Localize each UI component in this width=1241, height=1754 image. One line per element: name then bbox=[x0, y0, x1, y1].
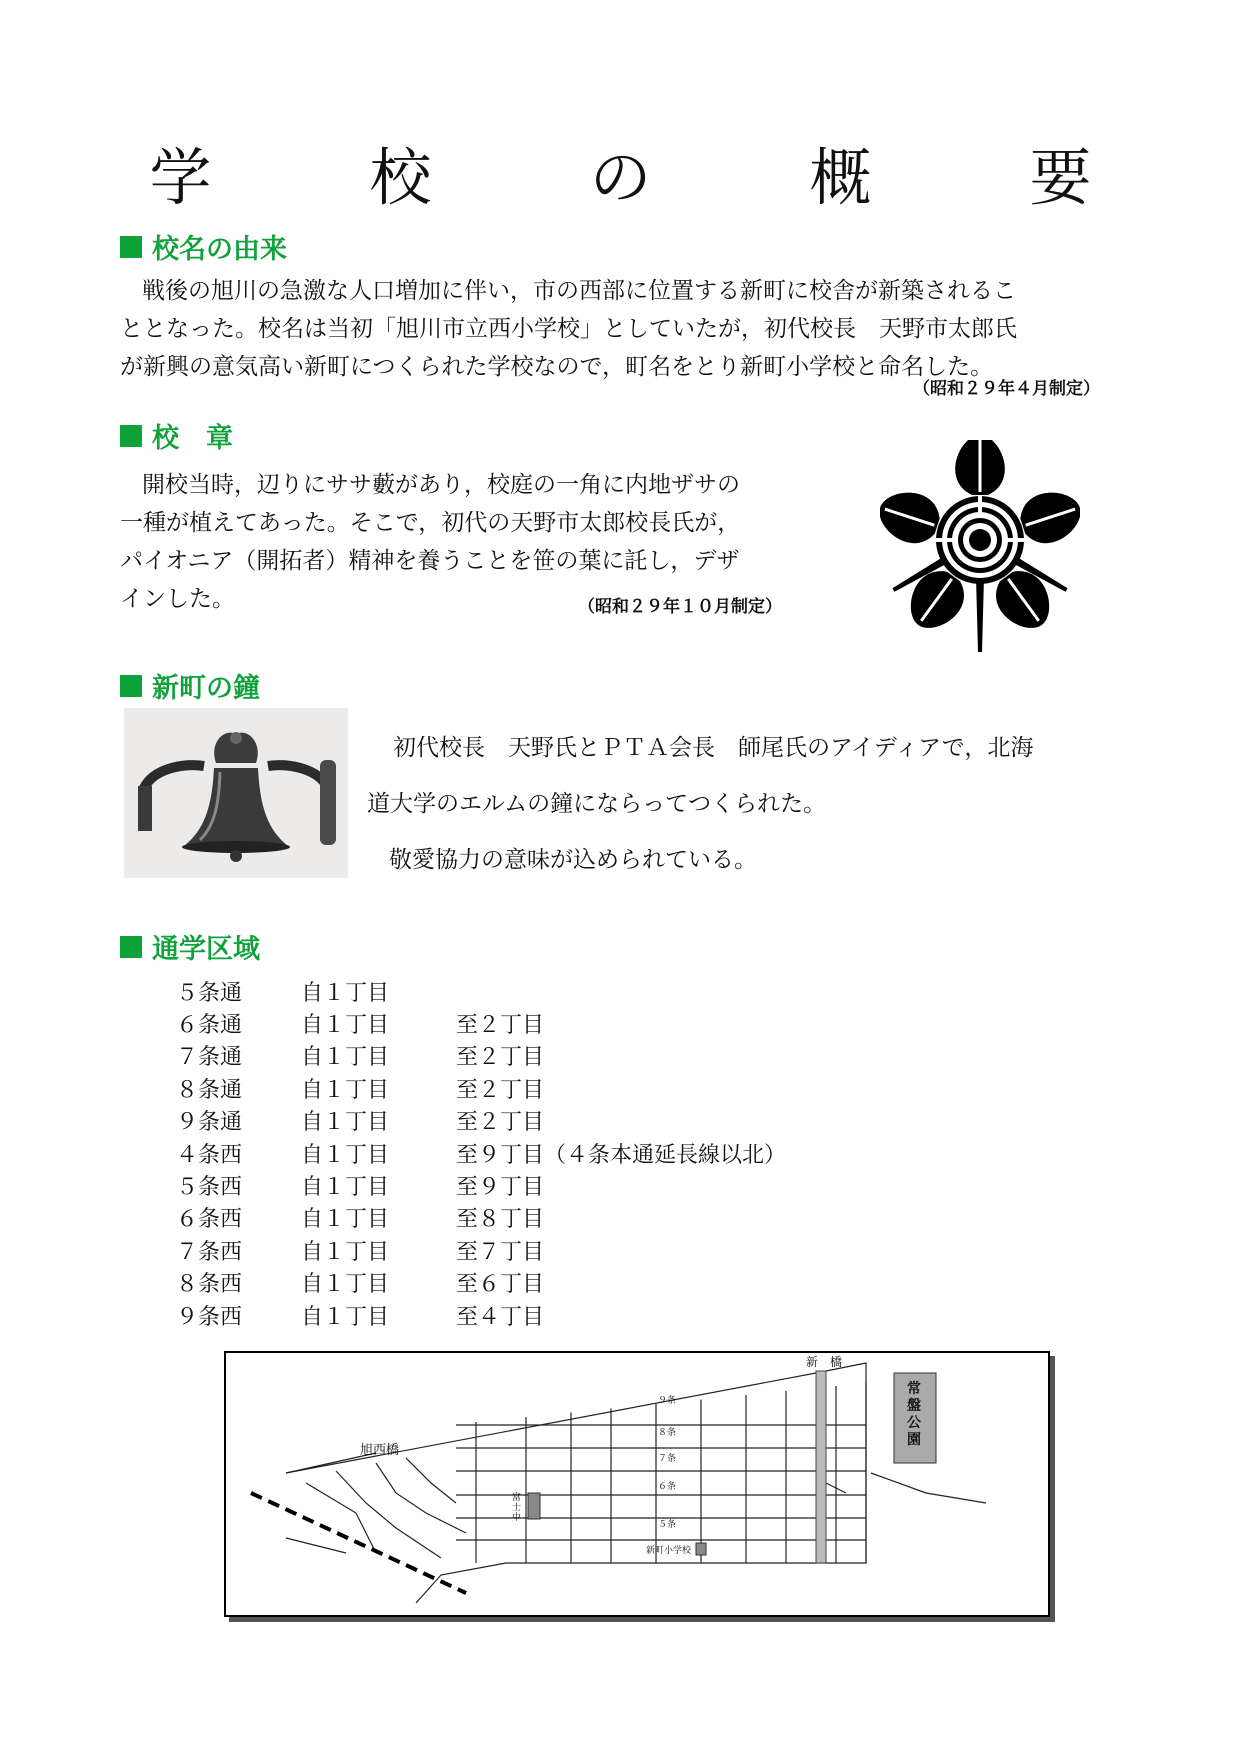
bell-paragraph bbox=[367, 720, 1127, 888]
district-to: 至９丁目（４条本通延長線以北） bbox=[456, 1142, 787, 1168]
paragraph-line: 開校当時，辺りにササ藪があり，校庭の一角に内地ザサの bbox=[142, 472, 740, 498]
paragraph-line: パイオニア（開拓者）精神を養うことを笹の葉に託し，デザ bbox=[120, 548, 740, 574]
district-row bbox=[176, 1137, 786, 1169]
paragraph-line: 初代校長 天野氏とＰＴＡ会長 師尾氏のアイディアで，北海 bbox=[393, 735, 1034, 761]
paragraph-line: 一種が植えてあった。そこで，初代の天野市太郎校長氏が， bbox=[120, 510, 741, 536]
district-row bbox=[176, 975, 786, 1007]
district-street: ９条通 bbox=[176, 1110, 243, 1136]
page-title: 学 校 の 概 要 bbox=[149, 141, 1140, 214]
district-row bbox=[176, 1169, 786, 1201]
district-row bbox=[176, 1105, 786, 1137]
map-street-mark: ７条 bbox=[658, 1454, 677, 1464]
origin-paragraph bbox=[120, 272, 1125, 386]
district-row bbox=[176, 1267, 786, 1299]
heading-text: 校 章 bbox=[152, 423, 233, 454]
district-to: 至７丁目 bbox=[456, 1239, 545, 1265]
paragraph-line: 敬愛協力の意味が込められている。 bbox=[389, 847, 757, 873]
district-from: 自１丁目 bbox=[301, 1175, 390, 1201]
district-map bbox=[224, 1351, 1050, 1617]
district-street: ７条通 bbox=[176, 1045, 243, 1071]
heading-text: 新町の鐘 bbox=[152, 673, 260, 704]
district-to: 至２丁目 bbox=[456, 1077, 545, 1103]
district-to: 至２丁目 bbox=[456, 1013, 545, 1039]
heading-text: 校名の由来 bbox=[152, 234, 287, 265]
district-from: 自１丁目 bbox=[301, 1207, 390, 1233]
map-street-mark: ６条 bbox=[658, 1482, 677, 1492]
district-from: 自１丁目 bbox=[301, 1045, 390, 1071]
district-street: ９条西 bbox=[176, 1304, 243, 1330]
map-street-mark: ５条 bbox=[658, 1520, 677, 1530]
district-row bbox=[176, 1072, 786, 1104]
district-to: 至８丁目 bbox=[456, 1207, 545, 1233]
district-street: ８条通 bbox=[176, 1077, 243, 1103]
map-label-asahinishi-bridge: 旭西橋 bbox=[360, 1443, 400, 1458]
paragraph-line: ととなった。校名は当初「旭川市立西小学校」としていたが，初代校長 天野市太郎氏 bbox=[120, 316, 1017, 342]
district-to: 至２丁目 bbox=[456, 1045, 545, 1071]
district-to: 至４丁目 bbox=[456, 1304, 545, 1330]
district-from: 自１丁目 bbox=[301, 1013, 390, 1039]
map-street-mark: ９条 bbox=[658, 1396, 677, 1406]
map-label-tokiwa-park: 常盤公園 bbox=[907, 1381, 921, 1448]
section-heading-origin bbox=[120, 227, 287, 266]
emblem-date-note: （昭和２９年１０月制定） bbox=[578, 597, 782, 617]
district-street: ６条通 bbox=[176, 1013, 243, 1039]
paragraph-line: が新興の意気高い新町につくられた学校なので，町名をとり新町小学校と命名した。 bbox=[120, 354, 994, 380]
district-table bbox=[176, 975, 786, 1331]
district-from: 自１丁目 bbox=[301, 1110, 390, 1136]
district-from: 自１丁目 bbox=[301, 1142, 390, 1168]
district-to: 至６丁目 bbox=[456, 1272, 545, 1298]
district-street: ５条通 bbox=[176, 980, 243, 1006]
origin-date-note: （昭和２９年４月制定） bbox=[913, 379, 1100, 399]
school-bell-icon bbox=[124, 708, 348, 878]
school-emblem-icon bbox=[880, 440, 1080, 655]
section-heading-emblem bbox=[120, 416, 233, 455]
district-street: ８条西 bbox=[176, 1272, 243, 1298]
district-to: 至９丁目 bbox=[456, 1175, 545, 1201]
heading-square-icon bbox=[120, 425, 142, 447]
district-row bbox=[176, 1040, 786, 1072]
district-street: ７条西 bbox=[176, 1239, 243, 1265]
district-from: 自１丁目 bbox=[301, 980, 390, 1006]
paragraph-line: 戦後の旭川の急激な人口増加に伴い，市の西部に位置する新町に校舎が新築されるこ bbox=[142, 278, 1016, 304]
district-row bbox=[176, 1202, 786, 1234]
district-from: 自１丁目 bbox=[301, 1077, 390, 1103]
heading-text: 通学区域 bbox=[152, 934, 260, 965]
district-street: ５条西 bbox=[176, 1175, 243, 1201]
district-row bbox=[176, 1299, 786, 1331]
district-from: 自１丁目 bbox=[301, 1239, 390, 1265]
district-to: 至２丁目 bbox=[456, 1110, 545, 1136]
paragraph-line: インした。 bbox=[120, 586, 235, 612]
map-street-mark: ８条 bbox=[658, 1428, 677, 1438]
district-row bbox=[176, 1234, 786, 1266]
district-street: ６条西 bbox=[176, 1207, 243, 1233]
district-from: 自１丁目 bbox=[301, 1272, 390, 1298]
section-heading-bell bbox=[120, 666, 260, 705]
paragraph-line: 道大学のエルムの鐘にならってつくられた。 bbox=[367, 791, 827, 817]
heading-square-icon bbox=[120, 936, 142, 958]
section-heading-district bbox=[120, 927, 260, 966]
district-row bbox=[176, 1007, 786, 1039]
heading-square-icon bbox=[120, 236, 142, 258]
map-label-fujishi: 富士中 bbox=[512, 1493, 522, 1523]
district-street: ４条西 bbox=[176, 1142, 243, 1168]
map-label-school: 新町小学校 bbox=[646, 1546, 692, 1556]
map-label-shinbashi: 新 橋 bbox=[806, 1355, 843, 1369]
district-to bbox=[456, 975, 786, 1007]
district-from: 自１丁目 bbox=[301, 1304, 390, 1330]
heading-square-icon bbox=[120, 675, 142, 697]
